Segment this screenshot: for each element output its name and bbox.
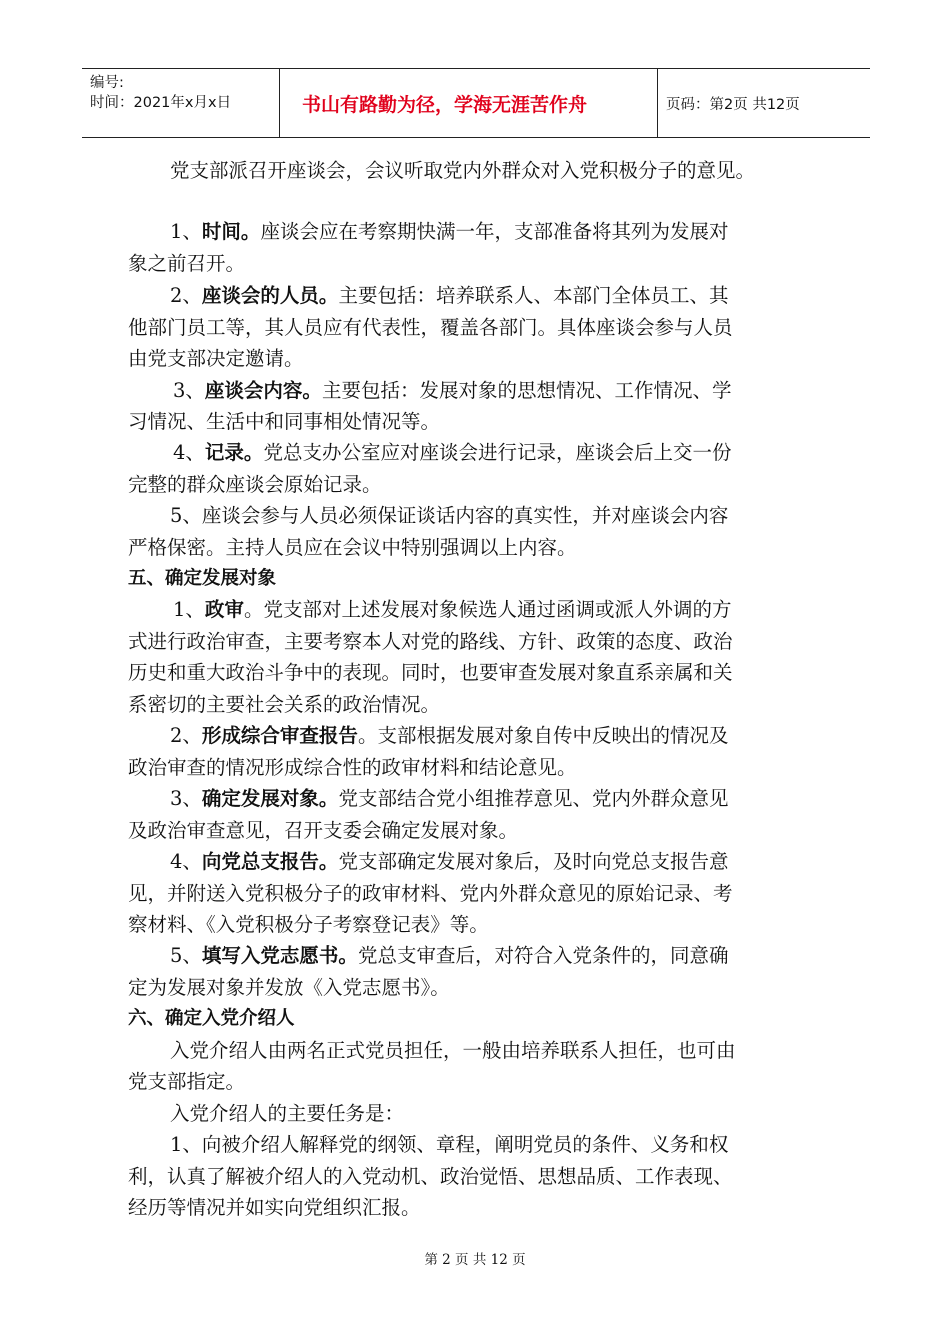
- header-page-code: 页码：第2页 共12页: [666, 96, 800, 113]
- paragraph-continuation: 式进行政治审查，主要考察本人对党的路线、方针、政策的态度、政治: [128, 630, 733, 653]
- paragraph-continuation: 经历等情况并如实向党组织汇报。: [128, 1196, 421, 1219]
- section-heading: 六、确定入党介绍人: [128, 1008, 295, 1029]
- paragraph-continuation: 习情况、生活中和同事相处情况等。: [128, 410, 441, 433]
- list-item: 3、确定发展对象。党支部结合党小组推荐意见、党内外群众意见: [170, 787, 729, 810]
- paragraph: 入党介绍人由两名正式党员担任，一般由培养联系人担任，也可由: [170, 1039, 736, 1062]
- list-item: 2、形成综合审查报告。支部根据发展对象自传中反映出的情况及: [170, 724, 729, 747]
- page-footer: 第 2 页 共 12 页: [424, 1252, 526, 1268]
- paragraph-continuation: 政治审查的情况形成综合性的政审材料和结论意见。: [128, 756, 577, 779]
- paragraph: 党支部派召开座谈会，会议听取党内外群众对入党积极分子的意见。: [170, 159, 756, 182]
- paragraph-continuation: 党支部指定。: [128, 1070, 246, 1093]
- paragraph-continuation: 及政治审查意见，召开支委会确定发展对象。: [128, 819, 519, 842]
- list-item: 5、座谈会参与人员必须保证谈话内容的真实性，并对座谈会内容: [170, 504, 729, 527]
- paragraph-continuation: 他部门员工等，其人员应有代表性，覆盖各部门。具体座谈会参与人员: [128, 316, 733, 339]
- paragraph-continuation: 察材料、《入党积极分子考察登记表》等。: [128, 913, 489, 936]
- list-item: 1、政审。党支部对上述发展对象候选人通过函调或派人外调的方: [173, 598, 732, 621]
- paragraph-continuation: 历史和重大政治斗争中的表现。同时，也要审查发展对象直系亲属和关: [128, 661, 733, 684]
- list-item: 4、向党总支报告。党支部确定发展对象后，及时向党总支报告意: [170, 850, 729, 873]
- document-time-label: 时间：2021年x月x日: [90, 95, 232, 111]
- list-item: 4、记录。党总支办公室应对座谈会进行记录，座谈会后上交一份: [173, 441, 732, 464]
- paragraph-continuation: 系密切的主要社会关系的政治情况。: [128, 693, 441, 716]
- list-item: 1、向被介绍人解释党的纲领、章程，阐明党员的条件、义务和权: [170, 1133, 729, 1156]
- paragraph-continuation: 象之前召开。: [128, 252, 246, 275]
- paragraph-continuation: 见，并附送入党积极分子的政审材料、党内外群众意见的原始记录、考: [128, 882, 733, 905]
- paragraph-continuation: 利，认真了解被介绍人的入党动机、政治觉悟、思想品质、工作表现、: [128, 1165, 733, 1188]
- paragraph-continuation: 完整的群众座谈会原始记录。: [128, 473, 382, 496]
- list-item: 2、座谈会的人员。主要包括：培养联系人、本部门全体员工、其: [170, 284, 729, 307]
- list-item: 1、时间。座谈会应在考察期快满一年，支部准备将其列为发展对: [170, 220, 729, 243]
- section-heading: 五、确定发展对象: [128, 568, 277, 589]
- paragraph: 入党介绍人的主要任务是：: [170, 1102, 405, 1125]
- document-number-label: 编号:: [90, 75, 124, 91]
- header-motto: 书山有路勤为径，学海无涯苦作舟: [280, 69, 658, 137]
- page-header: [82, 68, 870, 138]
- list-item: 3、座谈会内容。主要包括：发展对象的思想情况、工作情况、学: [173, 379, 732, 402]
- list-item: 5、填写入党志愿书。党总支审查后，对符合入党条件的，同意确: [170, 944, 729, 967]
- paragraph-continuation: 由党支部决定邀请。: [128, 347, 304, 370]
- header-meta: [82, 69, 280, 137]
- paragraph-continuation: 严格保密。主持人员应在会议中特别强调以上内容。: [128, 536, 577, 559]
- paragraph-continuation: 定为发展对象并发放《入党志愿书》。: [128, 976, 450, 999]
